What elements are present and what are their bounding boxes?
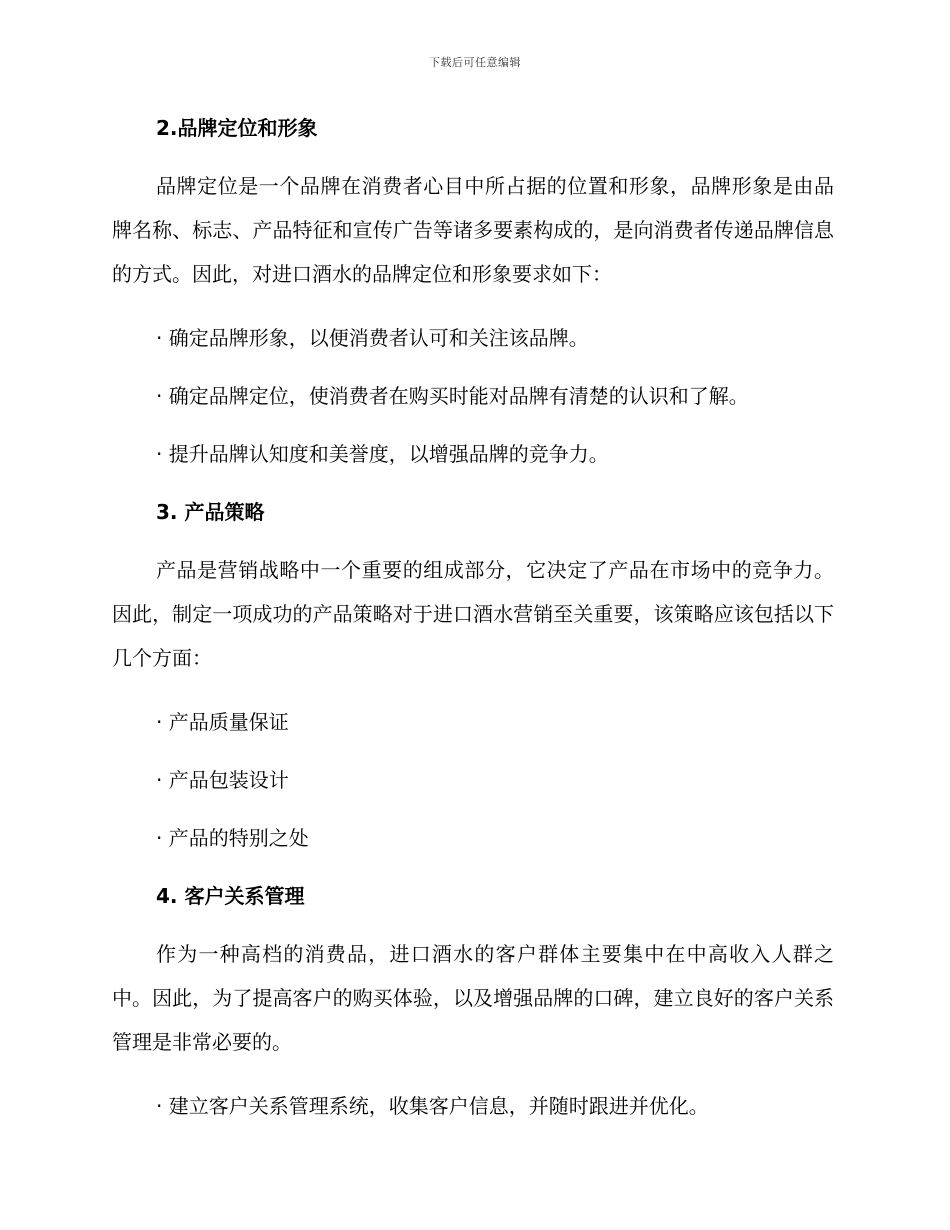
document-body [112,112,834,1122]
bullet-item: · 产品的特别之处 [156,826,309,850]
section-heading-brand-positioning: 2.品牌定位和形象 [156,116,318,140]
section-heading-customer-relationship: 4. 客户关系管理 [156,884,305,908]
paragraph-customer-relationship: 作为一种高档的消费品，进口酒水的客户群体主要集中在中高收入人群之中。因此，为了提高客户的购买体验，以及增强品牌的口碑，建立良好的客户关系管理是非常必要的。 [112,942,834,1054]
bullet-item: · 建立客户关系管理系统，收集客户信息，并随时跟进并优化。 [156,1094,709,1118]
section-heading-product-strategy: 3. 产品策略 [156,500,265,524]
page-header: 下载后可任意编辑 [429,56,521,69]
bullet-item: · 产品质量保证 [156,710,289,734]
bullet-item: · 提升品牌认知度和美誉度，以增强品牌的竞争力。 [156,442,609,466]
bullet-item: · 产品包装设计 [156,768,289,792]
paragraph-product-strategy: 产品是营销战略中一个重要的组成部分，它决定了产品在市场中的竞争力。因此，制定一项成功的产品策略对于进口酒水营销至关重要，该策略应该包括以下几个方面： [112,558,834,670]
paragraph-brand-positioning: 品牌定位是一个品牌在消费者心目中所占据的位置和形象，品牌形象是由品牌名称、标志、产品特征和宣传广告等诸多要素构成的，是向消费者传递品牌信息的方式。因此，对进口酒水的品牌定位和形象要求如下： [112,174,834,286]
bullet-item: · 确定品牌形象，以便消费者认可和关注该品牌。 [156,326,589,350]
bullet-item: · 确定品牌定位，使消费者在购买时能对品牌有清楚的认识和了解。 [156,384,749,408]
